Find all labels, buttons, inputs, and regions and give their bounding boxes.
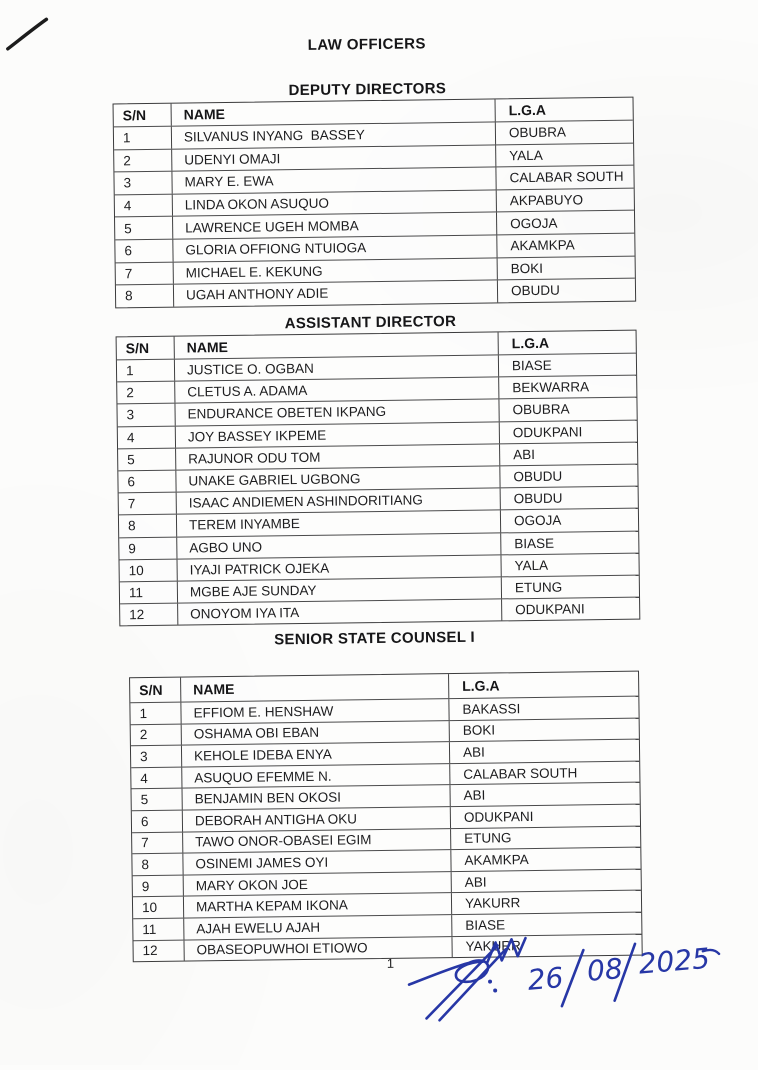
cell-name: AJAH EWELU AJAH bbox=[183, 915, 451, 939]
cell-sn: 9 bbox=[128, 540, 136, 556]
cell-name: DEBORAH ANTIGHA OKU bbox=[182, 807, 450, 831]
cell-name: JOY BASSEY IKPEME bbox=[175, 422, 499, 447]
cell-lga: ODUKPANI bbox=[499, 420, 637, 443]
cell-sn: 2 bbox=[126, 385, 134, 401]
cell-lga: OBUBRA bbox=[495, 121, 633, 144]
cell-sn: 6 bbox=[124, 243, 133, 259]
cell-sn: 5 bbox=[140, 792, 149, 808]
cell-lga: OBUDU bbox=[497, 279, 635, 302]
cell-lga: YALA bbox=[500, 553, 638, 576]
signature bbox=[398, 900, 730, 1039]
cell-lga: AKAMKPA bbox=[450, 848, 640, 871]
cell-lga: ODUKPANI bbox=[450, 805, 640, 828]
header-cell-name: NAME bbox=[174, 332, 498, 358]
cell-lga: OBUBRA bbox=[498, 398, 636, 421]
cell-sn: 3 bbox=[126, 407, 135, 423]
cell-name: KEHOLE IDEBA ENYA bbox=[181, 742, 449, 766]
cell-name: LAWRENCE UGEH MOMBA bbox=[172, 213, 496, 239]
cell-sn: 9 bbox=[141, 878, 150, 894]
cell-name: CLETUS A. ADAMA bbox=[174, 378, 498, 403]
cell-sn: 5 bbox=[124, 220, 132, 236]
cell-sn: 8 bbox=[124, 288, 133, 304]
cell-lga: ETUNG bbox=[450, 826, 640, 849]
cell-name: ENDURANCE OBETEN IKPANG bbox=[174, 400, 498, 425]
cell-sn: 6 bbox=[127, 474, 136, 490]
page-title: LAW OFFICERS bbox=[307, 35, 426, 54]
cell-sn: 2 bbox=[139, 727, 148, 743]
cell-lga: AKPABUYO bbox=[496, 188, 634, 211]
cell-name: MICHAEL E. KEKUNG bbox=[173, 258, 497, 284]
cell-lga: YALA bbox=[495, 143, 633, 166]
signature-date-day: 26 bbox=[526, 960, 565, 997]
signature-date bbox=[525, 937, 722, 1009]
cell-name: MARY E. EWA bbox=[171, 168, 495, 194]
cell-lga: BIASE bbox=[451, 913, 641, 936]
cell-name: BENJAMIN BEN OKOSI bbox=[182, 785, 450, 809]
cell-lga: ABI bbox=[449, 783, 639, 806]
cell-sn: 3 bbox=[139, 749, 148, 765]
cell-name: ISAAC ANDIEMEN ASHINDORITIANG bbox=[176, 489, 500, 514]
cell-name: MGBE AJE SUNDAY bbox=[177, 577, 501, 602]
cell-lga: BAKASSI bbox=[448, 697, 638, 720]
cell-sn: 4 bbox=[126, 429, 135, 445]
cell-name: UNAKE GABRIEL UGBONG bbox=[175, 466, 499, 491]
roster-table-deputy-directors bbox=[113, 97, 637, 309]
cell-lga: BOKI bbox=[497, 256, 635, 279]
cell-sn: 11 bbox=[128, 585, 144, 601]
header-cell-sn: S/N bbox=[139, 681, 163, 699]
cell-lga: BIASE bbox=[500, 531, 638, 554]
cell-name: AGBO UNO bbox=[176, 533, 500, 558]
cell-lga: YAKURR bbox=[451, 891, 641, 914]
cell-sn: 10 bbox=[128, 562, 144, 579]
cell-name: MARTHA KEPAM IKONA bbox=[183, 893, 451, 917]
cell-lga: CALABAR SOUTH bbox=[495, 166, 633, 189]
cell-name: UDENYI OMAJI bbox=[171, 145, 495, 171]
page-number: 1 bbox=[386, 955, 395, 971]
section-heading-deputy-directors: DEPUTY DIRECTORS bbox=[288, 80, 447, 100]
cell-sn: 12 bbox=[129, 607, 145, 623]
cell-sn: 8 bbox=[127, 518, 136, 534]
cell-name: RAJUNOR ODU TOM bbox=[175, 444, 499, 469]
header-cell-lga: L.G.A bbox=[498, 331, 636, 355]
cell-sn: 7 bbox=[127, 496, 136, 512]
cell-name: UGAH ANTHONY ADIE bbox=[173, 281, 497, 307]
header-cell-sn: S/N bbox=[125, 339, 150, 357]
signature-date-year: 2025 bbox=[637, 941, 712, 981]
cell-lga: ABI bbox=[449, 740, 639, 763]
cell-sn: 5 bbox=[127, 452, 135, 468]
cell-sn: 7 bbox=[124, 266, 133, 282]
cell-name: TAWO ONOR-OBASEI EGIM bbox=[182, 829, 450, 853]
cell-lga: BIASE bbox=[498, 354, 636, 377]
cell-lga: BEKWARRA bbox=[498, 376, 636, 399]
cell-name: OBASEOPUWHOI ETIOWO bbox=[183, 937, 451, 961]
cell-name: OSHAMA OBI EBAN bbox=[181, 721, 449, 745]
cell-lga: OBUDU bbox=[500, 487, 638, 510]
cell-name: OSINEMI JAMES OYI bbox=[182, 850, 450, 874]
cell-lga: ABI bbox=[499, 442, 637, 465]
cell-lga: YAKURR bbox=[451, 934, 641, 957]
cell-name: MARY OKON JOE bbox=[183, 872, 451, 896]
cell-name: ONOYOM IYA ITA bbox=[177, 599, 501, 624]
header-cell-sn: S/N bbox=[122, 107, 147, 124]
cell-sn: 8 bbox=[141, 856, 150, 873]
cell-sn: 10 bbox=[141, 900, 158, 916]
cell-name: LINDA OKON ASUQUO bbox=[172, 190, 496, 216]
cell-sn: 1 bbox=[139, 705, 148, 721]
cell-sn: 4 bbox=[140, 770, 148, 786]
cell-lga: AKAMKPA bbox=[496, 234, 634, 257]
cell-lga: OBUDU bbox=[499, 465, 637, 488]
cell-lga: BOKI bbox=[449, 718, 639, 741]
cell-lga: ETUNG bbox=[501, 575, 639, 598]
cell-sn: 1 bbox=[125, 363, 134, 379]
cell-sn: 7 bbox=[141, 835, 149, 851]
cell-sn: 4 bbox=[123, 198, 132, 214]
cell-sn: 6 bbox=[140, 813, 149, 829]
section-heading-senior-state-counsel-i: SENIOR STATE COUNSEL I bbox=[274, 628, 476, 649]
section-heading-assistant-director: ASSISTANT DIRECTOR bbox=[284, 312, 457, 333]
cell-sn: 12 bbox=[142, 943, 158, 959]
header-cell-lga: L.G.A bbox=[448, 672, 638, 698]
cell-name: ASUQUO EFEMME N. bbox=[181, 764, 449, 788]
cell-lga: OGOJA bbox=[500, 509, 638, 532]
roster-table-assistant-director bbox=[116, 330, 641, 627]
cell-sn: 3 bbox=[123, 175, 132, 191]
cell-lga: OGOJA bbox=[496, 211, 634, 234]
cell-lga: ODUKPANI bbox=[501, 598, 639, 621]
cell-name: IYAJI PATRICK OJEKA bbox=[176, 555, 500, 580]
cell-name: TEREM INYAMBE bbox=[176, 511, 500, 536]
signature-colon-dots bbox=[488, 979, 497, 992]
cell-name: JUSTICE O. OGBAN bbox=[174, 355, 498, 380]
header-cell-lga: L.G.A bbox=[495, 98, 633, 122]
cell-name: EFFIOM E. HENSHAW bbox=[180, 699, 448, 723]
cell-lga: CALABAR SOUTH bbox=[449, 761, 639, 784]
cell-sn: 1 bbox=[122, 130, 131, 146]
signature-scribble bbox=[408, 938, 526, 1021]
cell-name: GLORIA OFFIONG NTUIOGA bbox=[172, 235, 496, 261]
cell-sn: 2 bbox=[123, 153, 131, 169]
signature-date-month: 08 bbox=[585, 951, 625, 988]
cell-lga: ABI bbox=[451, 869, 641, 892]
cell-name: SILVANUS INYANG BASSEY bbox=[171, 122, 495, 148]
header-cell-name: NAME bbox=[180, 674, 448, 702]
cell-sn: 11 bbox=[142, 921, 157, 937]
header-cell-name: NAME bbox=[171, 99, 495, 125]
